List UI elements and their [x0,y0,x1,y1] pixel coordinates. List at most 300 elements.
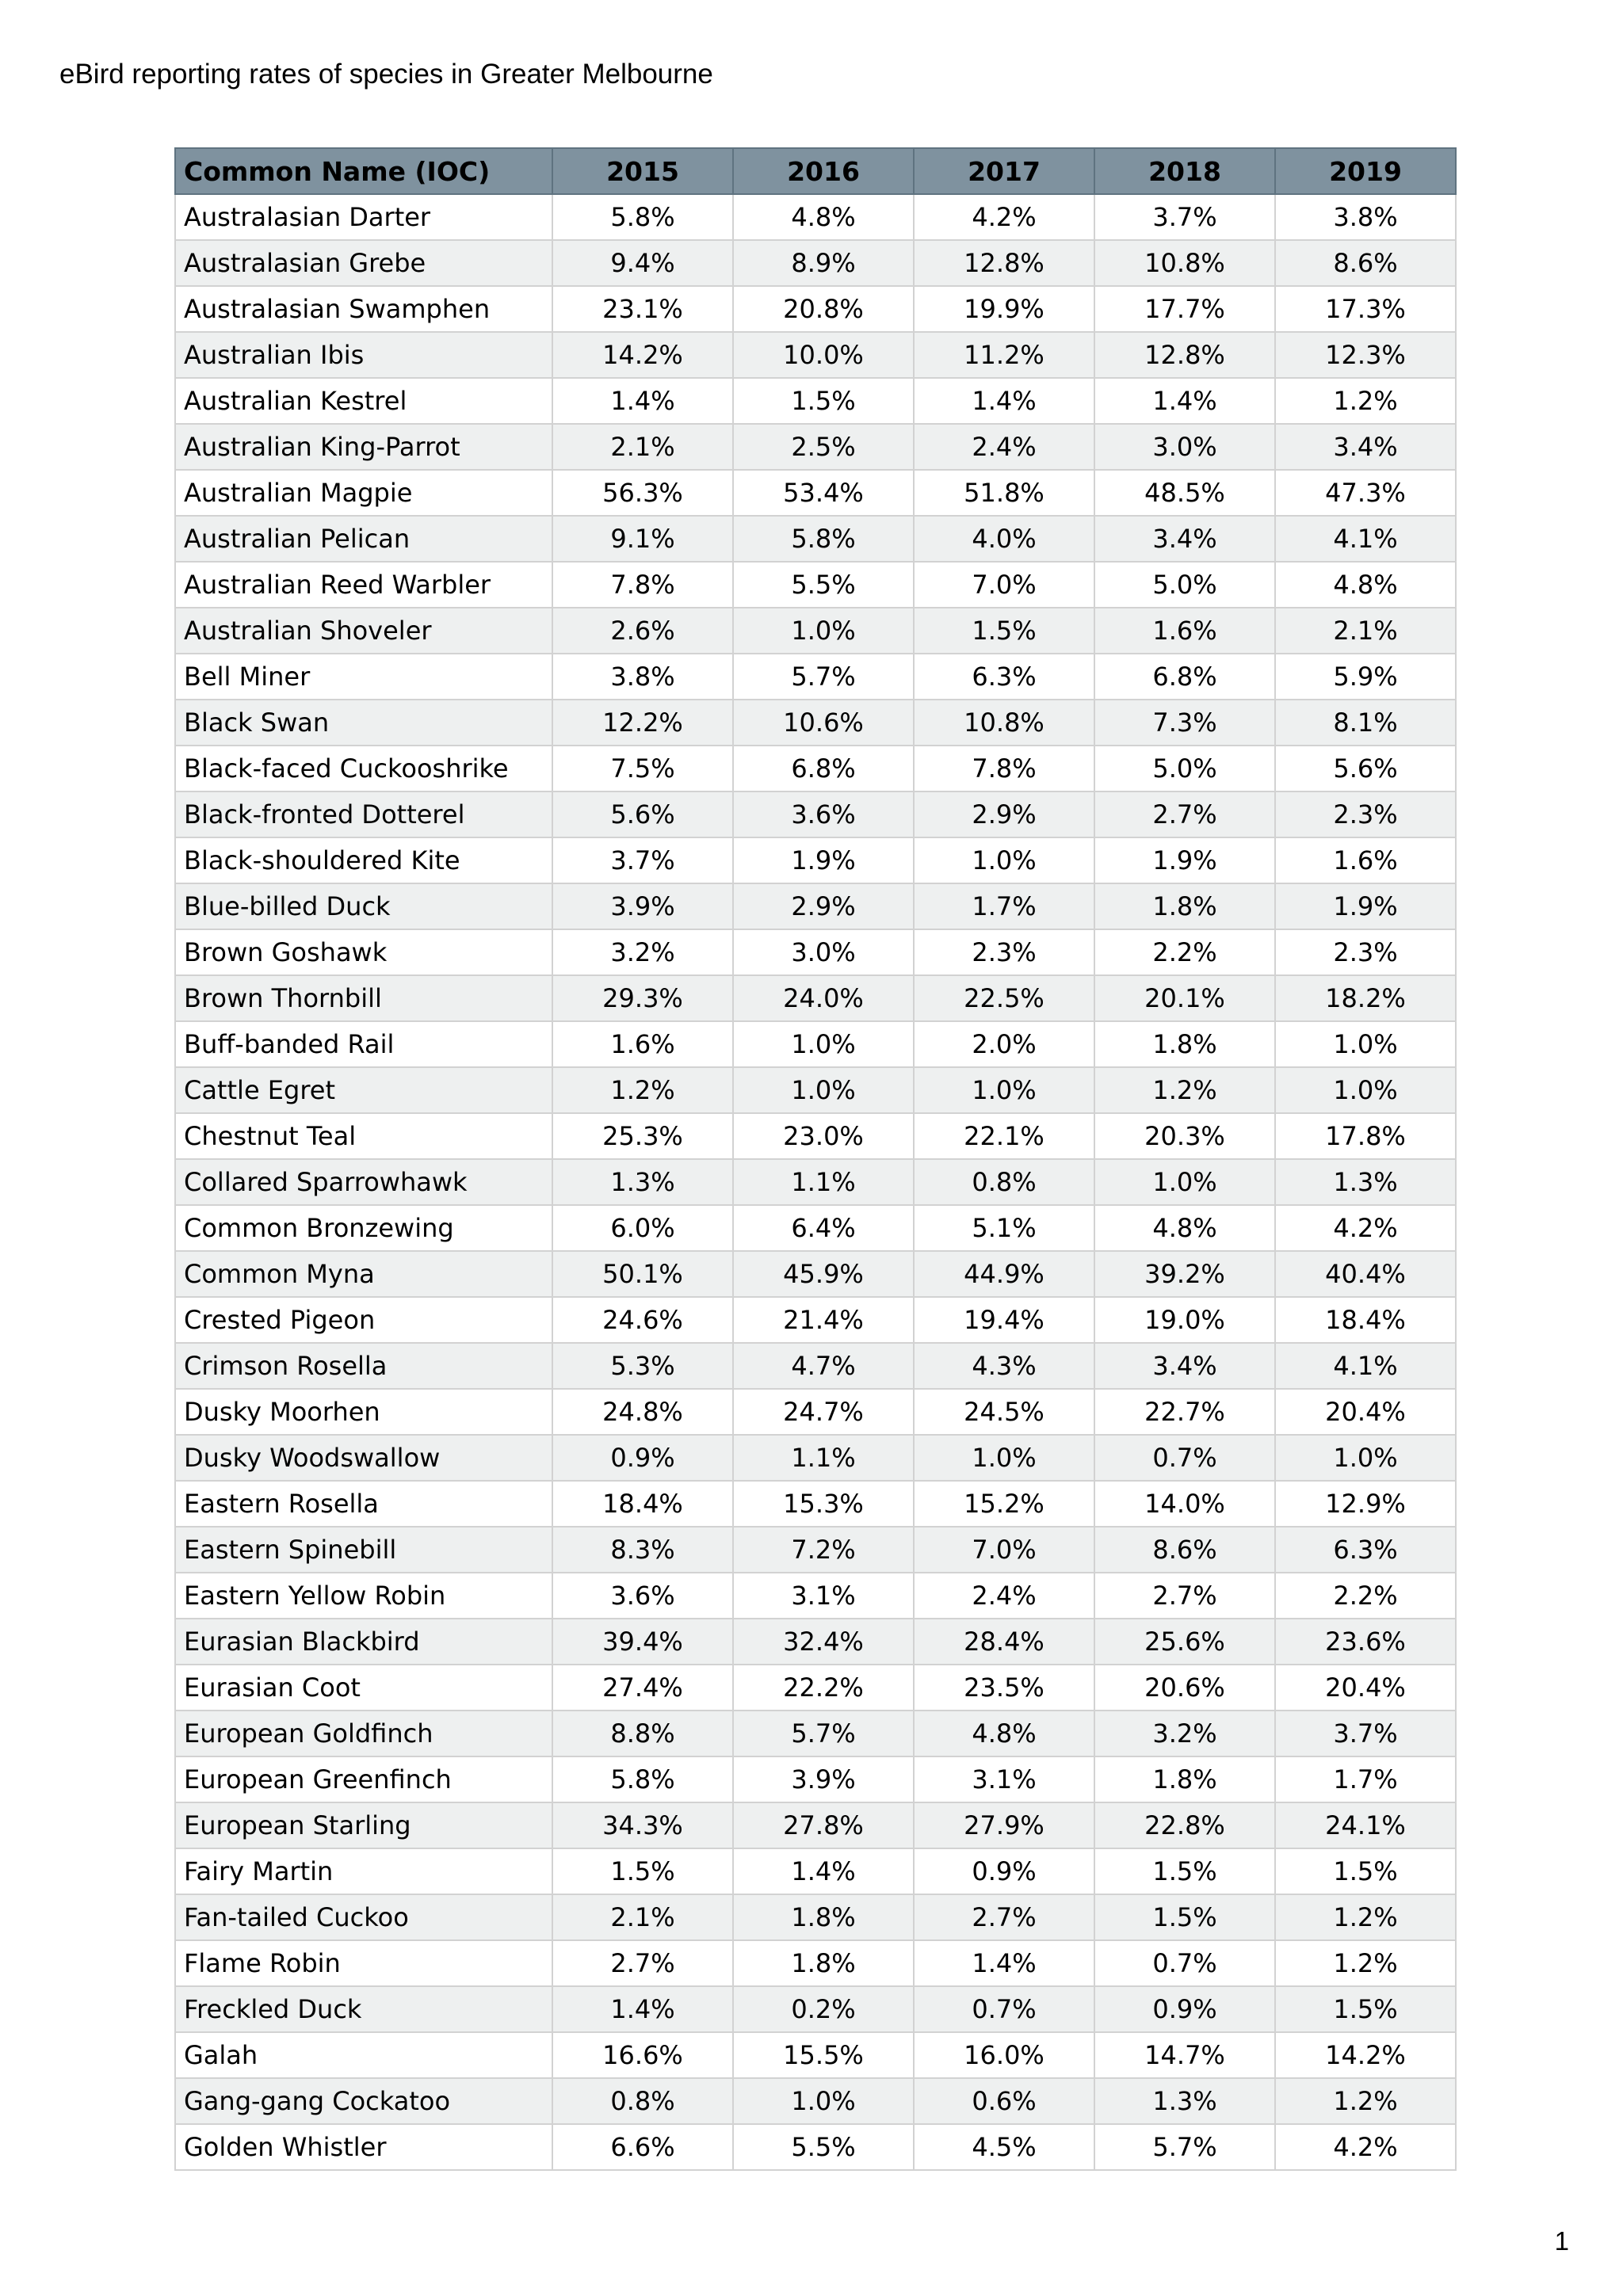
rate-cell-2017: 7.8% [914,746,1094,791]
rate-cell-2017: 51.8% [914,470,1094,516]
rate-cell-2015: 34.3% [552,1802,733,1848]
rate-cell-2016: 6.4% [733,1205,914,1251]
rate-cell-2019: 3.8% [1275,194,1456,240]
rate-cell-2017: 1.0% [914,1067,1094,1113]
table-row [175,1067,1456,1113]
table-row [175,1756,1456,1802]
rate-cell-2018: 10.8% [1094,240,1275,286]
rate-cell-2016: 2.5% [733,424,914,470]
rate-cell-2018: 3.2% [1094,1711,1275,1756]
table-body [175,194,1456,2170]
rate-cell-2019: 5.9% [1275,654,1456,700]
rate-cell-2019: 17.8% [1275,1113,1456,1159]
rate-cell-2019: 1.0% [1275,1435,1456,1481]
rate-cell-2018: 5.7% [1094,2124,1275,2170]
species-name-cell: Australasian Grebe [175,240,552,286]
rate-cell-2016: 27.8% [733,1802,914,1848]
rate-cell-2015: 24.8% [552,1389,733,1435]
rate-cell-2016: 5.5% [733,2124,914,2170]
rate-cell-2018: 0.7% [1094,1435,1275,1481]
rate-cell-2019: 1.5% [1275,1848,1456,1894]
rate-cell-2019: 1.5% [1275,1986,1456,2032]
rate-cell-2019: 1.2% [1275,2078,1456,2124]
rate-cell-2018: 8.6% [1094,1527,1275,1573]
rate-cell-2015: 1.3% [552,1159,733,1205]
table-row [175,1297,1456,1343]
rate-cell-2016: 32.4% [733,1619,914,1665]
rate-cell-2015: 3.6% [552,1573,733,1619]
rate-cell-2018: 1.4% [1094,378,1275,424]
species-name-cell: Australian King-Parrot [175,424,552,470]
species-name-cell: Australian Reed Warbler [175,562,552,608]
rate-cell-2016: 7.2% [733,1527,914,1573]
rate-cell-2017: 7.0% [914,562,1094,608]
table-header [175,148,1456,194]
rate-cell-2015: 2.7% [552,1940,733,1986]
page-number: 1 [1554,2226,1569,2256]
rate-cell-2018: 2.2% [1094,929,1275,975]
rate-cell-2015: 3.7% [552,837,733,883]
rate-cell-2016: 8.9% [733,240,914,286]
rate-cell-2019: 20.4% [1275,1665,1456,1711]
rate-cell-2019: 12.3% [1275,332,1456,378]
species-name-cell: Black-fronted Dotterel [175,791,552,837]
table-row [175,1435,1456,1481]
rate-cell-2016: 5.7% [733,1711,914,1756]
species-name-cell: Blue-billed Duck [175,883,552,929]
rate-cell-2017: 1.4% [914,378,1094,424]
rate-cell-2017: 27.9% [914,1802,1094,1848]
rate-cell-2015: 1.4% [552,378,733,424]
reporting-rates-table-container [174,147,1455,2171]
rate-cell-2018: 17.7% [1094,286,1275,332]
species-name-cell: Flame Robin [175,1940,552,1986]
rate-cell-2019: 18.2% [1275,975,1456,1021]
table-row [175,1481,1456,1527]
rate-cell-2016: 2.9% [733,883,914,929]
rate-cell-2018: 2.7% [1094,791,1275,837]
rate-cell-2017: 19.4% [914,1297,1094,1343]
table-row [175,929,1456,975]
rate-cell-2019: 24.1% [1275,1802,1456,1848]
species-name-cell: Australian Magpie [175,470,552,516]
rate-cell-2015: 1.5% [552,1848,733,1894]
species-name-cell: Golden Whistler [175,2124,552,2170]
rate-cell-2015: 18.4% [552,1481,733,1527]
rate-cell-2016: 24.0% [733,975,914,1021]
rate-cell-2017: 4.2% [914,194,1094,240]
rate-cell-2015: 29.3% [552,975,733,1021]
rate-cell-2019: 1.3% [1275,1159,1456,1205]
rate-cell-2016: 22.2% [733,1665,914,1711]
table-row [175,883,1456,929]
rate-cell-2016: 1.8% [733,1940,914,1986]
rate-cell-2016: 1.8% [733,1894,914,1940]
rate-cell-2016: 3.0% [733,929,914,975]
rate-cell-2017: 23.5% [914,1665,1094,1711]
rate-cell-2016: 1.9% [733,837,914,883]
rate-cell-2016: 5.5% [733,562,914,608]
rate-cell-2018: 3.7% [1094,194,1275,240]
rate-cell-2016: 53.4% [733,470,914,516]
species-name-cell: Common Myna [175,1251,552,1297]
rate-cell-2017: 5.1% [914,1205,1094,1251]
rate-cell-2017: 24.5% [914,1389,1094,1435]
rate-cell-2018: 22.8% [1094,1802,1275,1848]
rate-cell-2015: 6.0% [552,1205,733,1251]
table-row [175,378,1456,424]
rate-cell-2017: 16.0% [914,2032,1094,2078]
rate-cell-2017: 11.2% [914,332,1094,378]
rate-cell-2019: 23.6% [1275,1619,1456,1665]
rate-cell-2019: 1.0% [1275,1067,1456,1113]
rate-cell-2018: 0.9% [1094,1986,1275,2032]
column-header-2015: 2015 [552,148,733,194]
rate-cell-2016: 20.8% [733,286,914,332]
species-name-cell: Brown Thornbill [175,975,552,1021]
rate-cell-2015: 16.6% [552,2032,733,2078]
species-name-cell: Black-faced Cuckooshrike [175,746,552,791]
table-row [175,1573,1456,1619]
species-name-cell: Eastern Spinebill [175,1527,552,1573]
rate-cell-2015: 3.8% [552,654,733,700]
rate-cell-2017: 3.1% [914,1756,1094,1802]
rate-cell-2017: 1.0% [914,1435,1094,1481]
rate-cell-2017: 2.7% [914,1894,1094,1940]
rate-cell-2019: 4.2% [1275,2124,1456,2170]
rate-cell-2019: 4.1% [1275,516,1456,562]
species-name-cell: Fairy Martin [175,1848,552,1894]
table-row [175,1159,1456,1205]
rate-cell-2019: 1.2% [1275,1940,1456,1986]
rate-cell-2017: 22.5% [914,975,1094,1021]
table-row [175,1711,1456,1756]
rate-cell-2018: 0.7% [1094,1940,1275,1986]
table-row [175,1527,1456,1573]
rate-cell-2017: 0.7% [914,1986,1094,2032]
rate-cell-2019: 1.6% [1275,837,1456,883]
table-row [175,1986,1456,2032]
rate-cell-2019: 2.3% [1275,791,1456,837]
rate-cell-2018: 20.6% [1094,1665,1275,1711]
rate-cell-2018: 1.6% [1094,608,1275,654]
rate-cell-2015: 5.6% [552,791,733,837]
species-name-cell: Australian Pelican [175,516,552,562]
rate-cell-2017: 28.4% [914,1619,1094,1665]
table-row [175,791,1456,837]
rate-cell-2016: 1.1% [733,1159,914,1205]
rate-cell-2017: 7.0% [914,1527,1094,1573]
rate-cell-2019: 47.3% [1275,470,1456,516]
rate-cell-2018: 1.3% [1094,2078,1275,2124]
rate-cell-2018: 1.8% [1094,1021,1275,1067]
rate-cell-2019: 18.4% [1275,1297,1456,1343]
rate-cell-2019: 1.9% [1275,883,1456,929]
rate-cell-2018: 25.6% [1094,1619,1275,1665]
rate-cell-2019: 40.4% [1275,1251,1456,1297]
rate-cell-2015: 5.8% [552,1756,733,1802]
rate-cell-2019: 2.1% [1275,608,1456,654]
rate-cell-2016: 4.7% [733,1343,914,1389]
species-name-cell: Australian Shoveler [175,608,552,654]
table-row [175,654,1456,700]
rate-cell-2017: 2.0% [914,1021,1094,1067]
species-name-cell: European Starling [175,1802,552,1848]
rate-cell-2018: 1.5% [1094,1848,1275,1894]
rate-cell-2017: 6.3% [914,654,1094,700]
rate-cell-2016: 1.4% [733,1848,914,1894]
table-row [175,837,1456,883]
rate-cell-2015: 56.3% [552,470,733,516]
table-row [175,975,1456,1021]
species-name-cell: Chestnut Teal [175,1113,552,1159]
rate-cell-2015: 39.4% [552,1619,733,1665]
reporting-rates-table [174,147,1457,2171]
table-row [175,700,1456,746]
table-row [175,516,1456,562]
table-row [175,2032,1456,2078]
rate-cell-2018: 1.8% [1094,883,1275,929]
species-name-cell: Eastern Rosella [175,1481,552,1527]
rate-cell-2015: 6.6% [552,2124,733,2170]
table-row [175,1848,1456,1894]
table-row [175,746,1456,791]
table-row [175,332,1456,378]
rate-cell-2016: 24.7% [733,1389,914,1435]
column-header-2019: 2019 [1275,148,1456,194]
rate-cell-2019: 3.7% [1275,1711,1456,1756]
rate-cell-2015: 27.4% [552,1665,733,1711]
rate-cell-2018: 14.7% [1094,2032,1275,2078]
table-row [175,1665,1456,1711]
rate-cell-2016: 1.0% [733,2078,914,2124]
table-row [175,470,1456,516]
rate-cell-2019: 1.2% [1275,1894,1456,1940]
rate-cell-2016: 5.7% [733,654,914,700]
table-row [175,194,1456,240]
rate-cell-2018: 1.9% [1094,837,1275,883]
rate-cell-2015: 3.2% [552,929,733,975]
table-row [175,1251,1456,1297]
rate-cell-2016: 1.0% [733,1067,914,1113]
rate-cell-2017: 1.5% [914,608,1094,654]
species-name-cell: Crimson Rosella [175,1343,552,1389]
rate-cell-2019: 4.1% [1275,1343,1456,1389]
rate-cell-2017: 1.7% [914,883,1094,929]
rate-cell-2017: 2.4% [914,424,1094,470]
species-name-cell: Australian Kestrel [175,378,552,424]
rate-cell-2015: 8.3% [552,1527,733,1573]
rate-cell-2019: 4.2% [1275,1205,1456,1251]
rate-cell-2015: 14.2% [552,332,733,378]
rate-cell-2017: 22.1% [914,1113,1094,1159]
species-name-cell: Dusky Woodswallow [175,1435,552,1481]
rate-cell-2018: 1.0% [1094,1159,1275,1205]
rate-cell-2017: 0.8% [914,1159,1094,1205]
rate-cell-2019: 2.2% [1275,1573,1456,1619]
rate-cell-2017: 4.8% [914,1711,1094,1756]
column-header-2018: 2018 [1094,148,1275,194]
rate-cell-2017: 19.9% [914,286,1094,332]
rate-cell-2019: 5.6% [1275,746,1456,791]
rate-cell-2018: 5.0% [1094,746,1275,791]
table-row [175,1894,1456,1940]
rate-cell-2017: 2.3% [914,929,1094,975]
rate-cell-2015: 1.6% [552,1021,733,1067]
column-header-name: Common Name (IOC) [175,148,552,194]
rate-cell-2018: 1.5% [1094,1894,1275,1940]
rate-cell-2019: 2.3% [1275,929,1456,975]
species-name-cell: Bell Miner [175,654,552,700]
table-row [175,1021,1456,1067]
species-name-cell: Australasian Darter [175,194,552,240]
rate-cell-2016: 3.1% [733,1573,914,1619]
document-title: eBird reporting rates of species in Greater Melbourne [59,59,713,90]
rate-cell-2017: 4.0% [914,516,1094,562]
table-row [175,424,1456,470]
rate-cell-2019: 1.0% [1275,1021,1456,1067]
rate-cell-2015: 9.1% [552,516,733,562]
rate-cell-2016: 0.2% [733,1986,914,2032]
rate-cell-2019: 6.3% [1275,1527,1456,1573]
species-name-cell: Cattle Egret [175,1067,552,1113]
rate-cell-2018: 7.3% [1094,700,1275,746]
rate-cell-2015: 7.5% [552,746,733,791]
species-name-cell: Fan-tailed Cuckoo [175,1894,552,1940]
species-name-cell: European Greenfinch [175,1756,552,1802]
rate-cell-2016: 5.8% [733,516,914,562]
species-name-cell: Australian Ibis [175,332,552,378]
rate-cell-2016: 15.3% [733,1481,914,1527]
species-name-cell: Gang-gang Cockatoo [175,2078,552,2124]
rate-cell-2015: 9.4% [552,240,733,286]
rate-cell-2019: 3.4% [1275,424,1456,470]
table-row [175,240,1456,286]
rate-cell-2015: 7.8% [552,562,733,608]
rate-cell-2018: 20.3% [1094,1113,1275,1159]
rate-cell-2018: 39.2% [1094,1251,1275,1297]
table-row [175,1205,1456,1251]
rate-cell-2016: 1.1% [733,1435,914,1481]
rate-cell-2015: 3.9% [552,883,733,929]
rate-cell-2018: 14.0% [1094,1481,1275,1527]
rate-cell-2015: 12.2% [552,700,733,746]
species-name-cell: Crested Pigeon [175,1297,552,1343]
rate-cell-2015: 2.1% [552,1894,733,1940]
species-name-cell: Dusky Moorhen [175,1389,552,1435]
rate-cell-2019: 12.9% [1275,1481,1456,1527]
rate-cell-2017: 1.0% [914,837,1094,883]
table-row [175,1940,1456,1986]
species-name-cell: Galah [175,2032,552,2078]
rate-cell-2018: 2.7% [1094,1573,1275,1619]
table-row [175,2078,1456,2124]
species-name-cell: Black-shouldered Kite [175,837,552,883]
rate-cell-2019: 1.7% [1275,1756,1456,1802]
table-header-row [175,148,1456,194]
rate-cell-2015: 1.2% [552,1067,733,1113]
rate-cell-2018: 3.4% [1094,1343,1275,1389]
rate-cell-2015: 0.9% [552,1435,733,1481]
rate-cell-2016: 21.4% [733,1297,914,1343]
rate-cell-2019: 1.2% [1275,378,1456,424]
table-row [175,286,1456,332]
species-name-cell: Eurasian Coot [175,1665,552,1711]
table-row [175,1343,1456,1389]
rate-cell-2017: 12.8% [914,240,1094,286]
table-row [175,1113,1456,1159]
table-row [175,2124,1456,2170]
species-name-cell: Brown Goshawk [175,929,552,975]
rate-cell-2018: 19.0% [1094,1297,1275,1343]
rate-cell-2018: 6.8% [1094,654,1275,700]
rate-cell-2018: 3.4% [1094,516,1275,562]
rate-cell-2018: 3.0% [1094,424,1275,470]
species-name-cell: Collared Sparrowhawk [175,1159,552,1205]
rate-cell-2016: 45.9% [733,1251,914,1297]
rate-cell-2015: 1.4% [552,1986,733,2032]
rate-cell-2016: 3.9% [733,1756,914,1802]
table-row [175,608,1456,654]
rate-cell-2015: 23.1% [552,286,733,332]
rate-cell-2016: 10.6% [733,700,914,746]
rate-cell-2017: 1.4% [914,1940,1094,1986]
species-name-cell: Eurasian Blackbird [175,1619,552,1665]
rate-cell-2019: 8.6% [1275,240,1456,286]
rate-cell-2017: 15.2% [914,1481,1094,1527]
rate-cell-2017: 0.9% [914,1848,1094,1894]
rate-cell-2017: 4.5% [914,2124,1094,2170]
rate-cell-2015: 0.8% [552,2078,733,2124]
rate-cell-2019: 4.8% [1275,562,1456,608]
species-name-cell: Black Swan [175,700,552,746]
table-row [175,1389,1456,1435]
rate-cell-2019: 14.2% [1275,2032,1456,2078]
species-name-cell: European Goldfinch [175,1711,552,1756]
rate-cell-2015: 24.6% [552,1297,733,1343]
rate-cell-2018: 4.8% [1094,1205,1275,1251]
rate-cell-2016: 23.0% [733,1113,914,1159]
column-header-2017: 2017 [914,148,1094,194]
species-name-cell: Australasian Swamphen [175,286,552,332]
rate-cell-2016: 1.0% [733,1021,914,1067]
rate-cell-2017: 44.9% [914,1251,1094,1297]
rate-cell-2018: 22.7% [1094,1389,1275,1435]
rate-cell-2018: 5.0% [1094,562,1275,608]
rate-cell-2015: 2.6% [552,608,733,654]
rate-cell-2016: 6.8% [733,746,914,791]
species-name-cell: Freckled Duck [175,1986,552,2032]
table-row [175,562,1456,608]
rate-cell-2016: 15.5% [733,2032,914,2078]
rate-cell-2016: 10.0% [733,332,914,378]
rate-cell-2018: 12.8% [1094,332,1275,378]
rate-cell-2019: 20.4% [1275,1389,1456,1435]
rate-cell-2015: 2.1% [552,424,733,470]
column-header-2016: 2016 [733,148,914,194]
table-row [175,1619,1456,1665]
rate-cell-2016: 1.5% [733,378,914,424]
rate-cell-2019: 17.3% [1275,286,1456,332]
rate-cell-2018: 1.2% [1094,1067,1275,1113]
rate-cell-2015: 5.8% [552,194,733,240]
rate-cell-2015: 8.8% [552,1711,733,1756]
rate-cell-2017: 2.4% [914,1573,1094,1619]
rate-cell-2017: 0.6% [914,2078,1094,2124]
rate-cell-2016: 3.6% [733,791,914,837]
rate-cell-2017: 10.8% [914,700,1094,746]
rate-cell-2015: 5.3% [552,1343,733,1389]
